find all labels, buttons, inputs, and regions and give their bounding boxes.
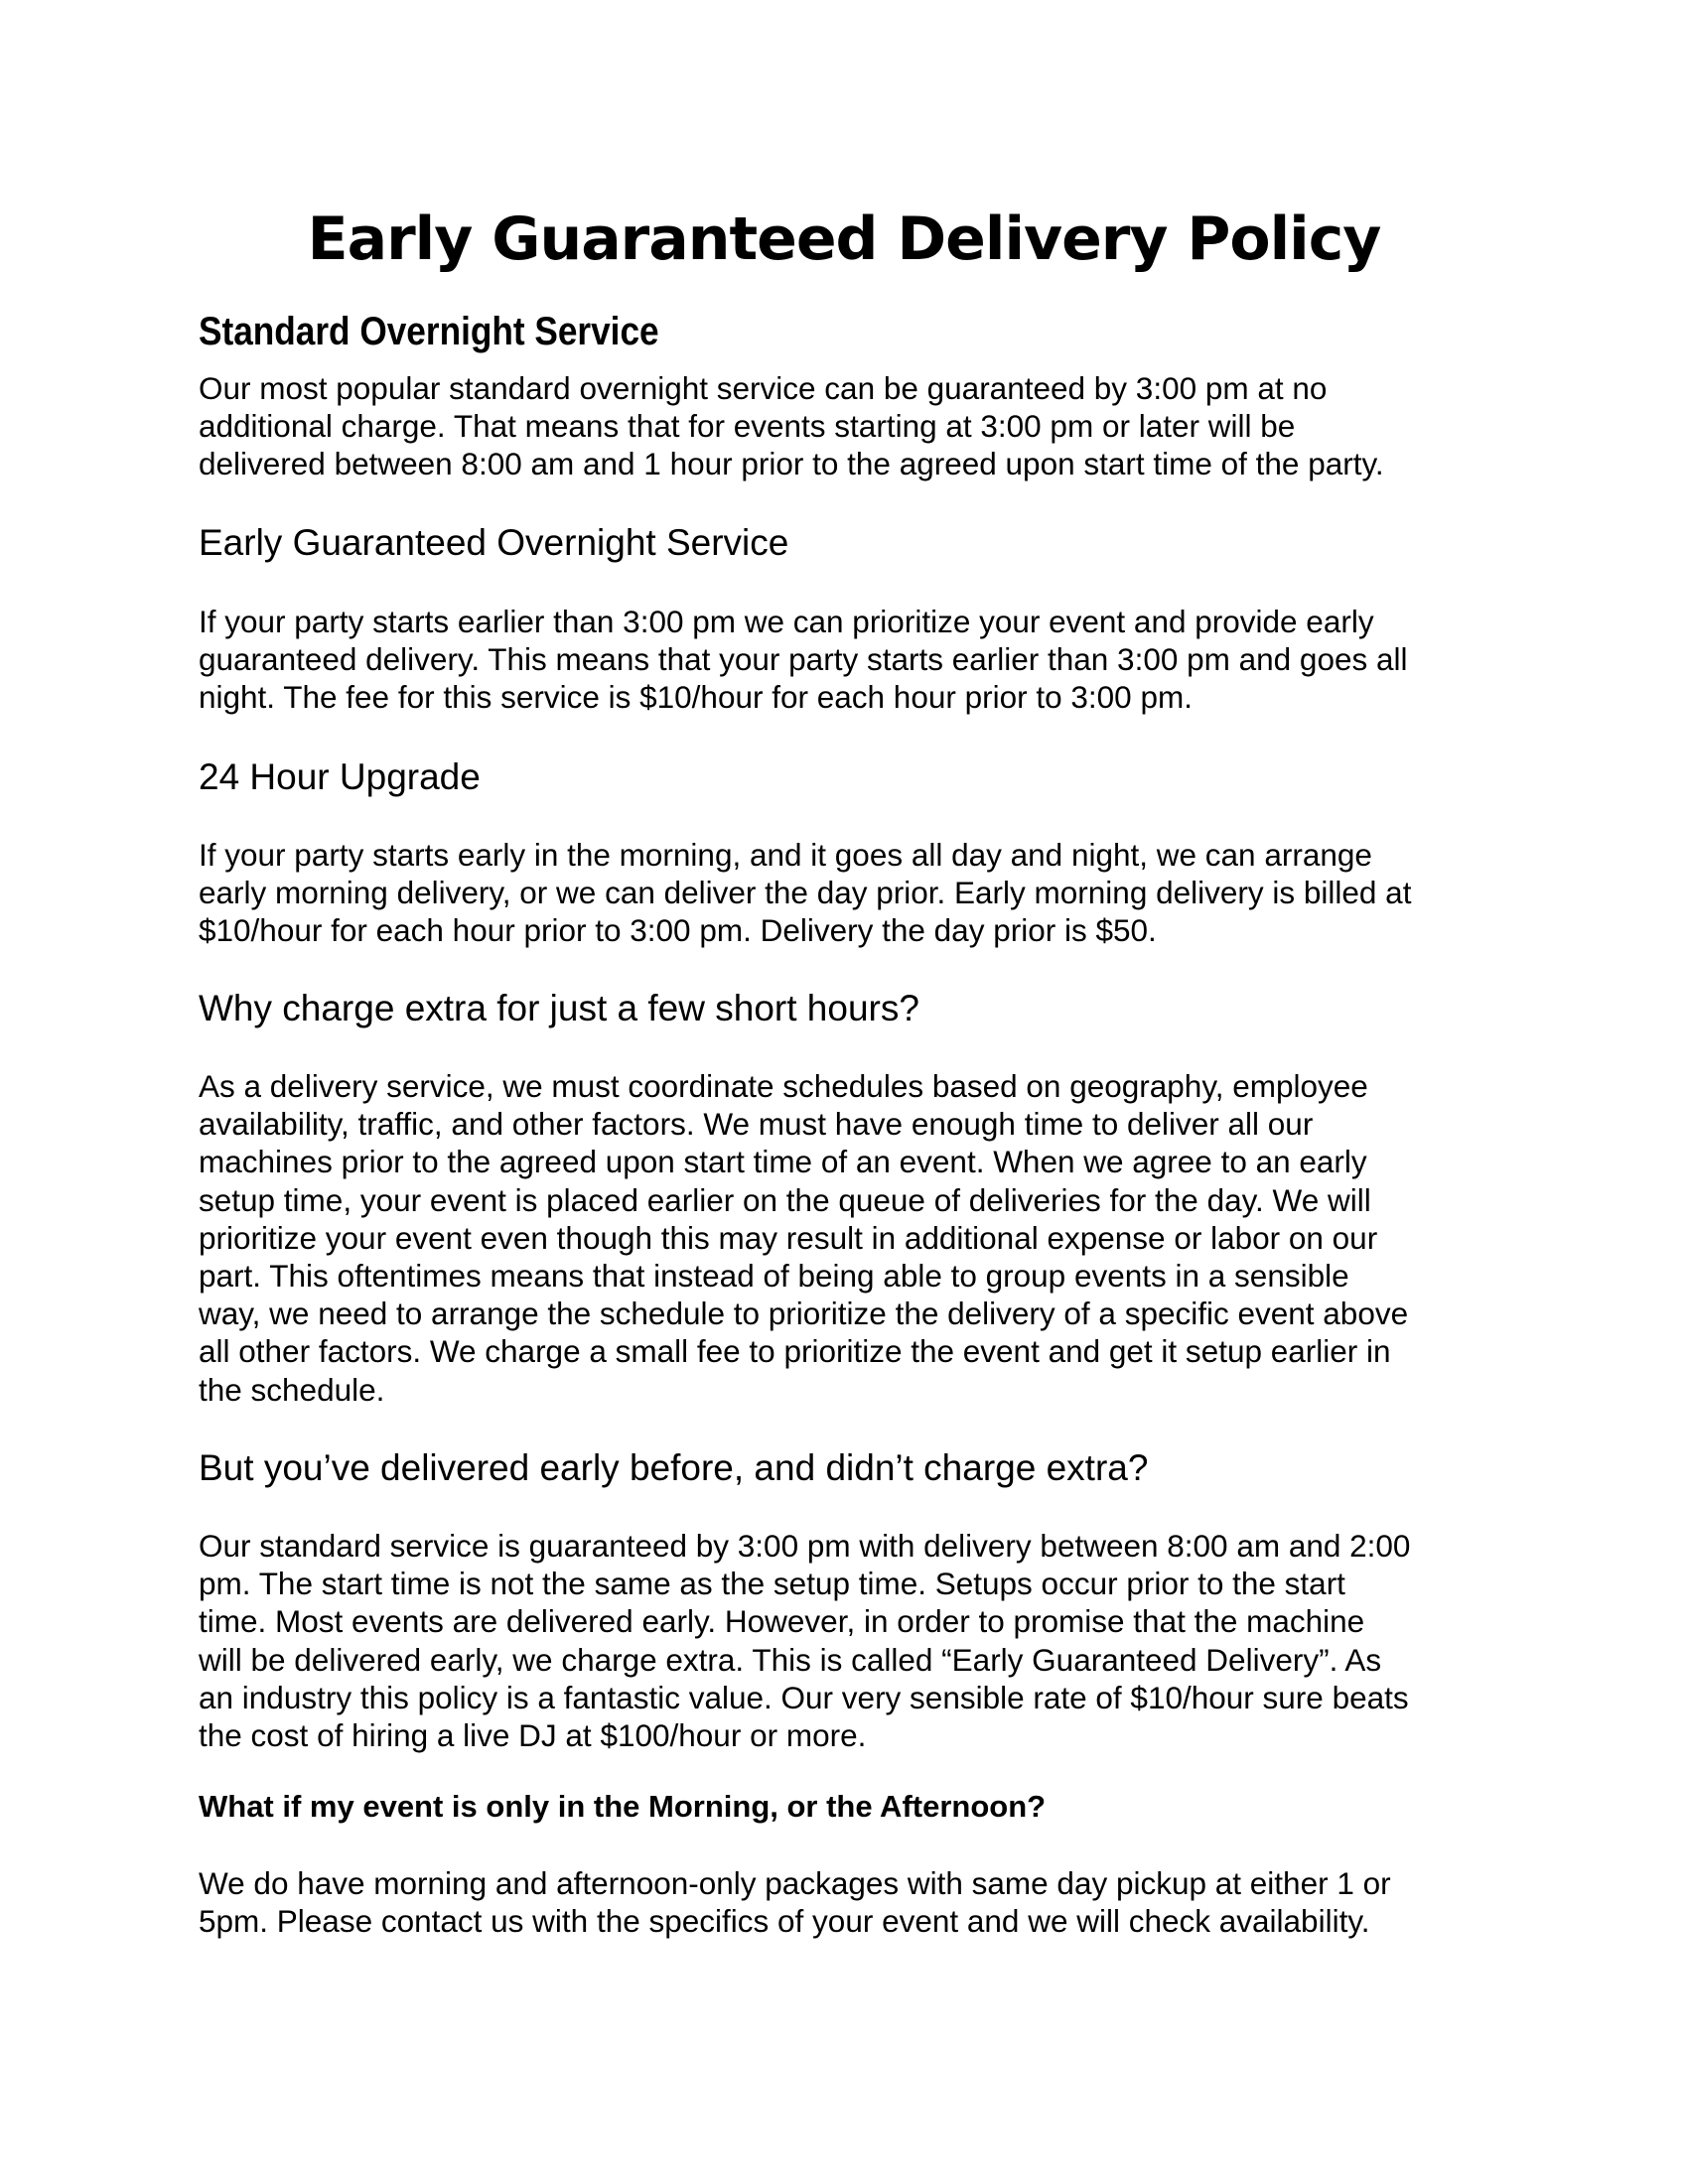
paragraph-line: delivered between 8:00 am and 1 hour prior to the agreed upon start time of the party. <box>199 446 1384 482</box>
document-title: Early Guaranteed Delivery Policy <box>307 205 1381 274</box>
paragraph-line: all other factors. We charge a small fee to prioritize the event and get it setup earlier in <box>199 1333 1391 1370</box>
section-paragraph <box>199 603 1509 717</box>
paragraph-line: setup time, your event is placed earlier on the queue of deliveries for the day. We will <box>199 1181 1371 1218</box>
paragraph-line: the cost of hiring a live DJ at $100/hour or more. <box>199 1717 867 1754</box>
section-morning-afternoon <box>199 1787 1509 1827</box>
section-standard-overnight-body <box>199 369 1509 483</box>
paragraph-line: early morning delivery, or we can deliver the day prior. Early morning delivery is billed at <box>199 875 1412 911</box>
paragraph-line: time. Most events are delivered early. However, in order to promise that the machine <box>199 1603 1365 1640</box>
paragraph-line: will be delivered early, we charge extra. This is called “Early Guaranteed Delivery”. As <box>199 1641 1382 1678</box>
section-morning-afternoon-body <box>199 1864 1509 1940</box>
section-why-charge-extra <box>199 986 1509 1031</box>
section-why-charge-extra-body <box>199 1067 1509 1409</box>
paragraph-line: guaranteed delivery. This means that your party starts earlier than 3:00 pm and goes all <box>199 641 1408 678</box>
paragraph-line: way, we need to arrange the schedule to prioritize the delivery of a specific event above <box>199 1296 1409 1332</box>
section-paragraph <box>199 369 1509 483</box>
paragraph-line: $10/hour for each hour prior to 3:00 pm. Delivery the day prior is $50. <box>199 912 1157 949</box>
section-standard-overnight <box>199 308 1509 355</box>
paragraph-line: As a delivery service, we must coordinate schedules based on geography, employee <box>199 1068 1368 1104</box>
paragraph-line: If your party starts early in the morning, and it goes all day and night, we can arrange <box>199 837 1372 873</box>
section-heading: What if my event is only in the Morning, or the Afternoon? <box>199 1789 1047 1824</box>
section-heading: But you’ve delivered early before, and didn’t charge extra? <box>199 1447 1149 1488</box>
section-heading: Early Guaranteed Overnight Service <box>199 522 789 563</box>
paragraph-line: Our most popular standard overnight service can be guaranteed by 3:00 pm at no <box>199 370 1328 406</box>
section-24-hour-upgrade <box>199 754 1509 800</box>
paragraph-line: prioritize your event even though this may result in additional expense or labor on our <box>199 1219 1378 1256</box>
section-paragraph <box>199 836 1509 950</box>
paragraph-line: machines prior to the agreed upon start time of an event. When we agree to an early <box>199 1144 1367 1180</box>
section-heading: Standard Overnight Service <box>199 310 659 353</box>
paragraph-line: night. The fee for this service is $10/hour for each hour prior to 3:00 pm. <box>199 679 1193 716</box>
paragraph-line: If your party starts earlier than 3:00 pm we can prioritize your event and provide early <box>199 604 1374 639</box>
paragraph-line: an industry this policy is a fantastic value. Our very sensible rate of $10/hour sure beats <box>199 1679 1409 1715</box>
section-heading: 24 Hour Upgrade <box>199 756 481 797</box>
section-early-guaranteed <box>199 520 1509 566</box>
paragraph-line: 5pm. Please contact us with the specifics of your event and we will check availability. <box>199 1903 1370 1940</box>
paragraph-line: Our standard service is guaranteed by 3:00 pm with delivery between 8:00 am and 2:00 <box>199 1528 1411 1564</box>
paragraph-line: additional charge. That means that for events starting at 3:00 pm or later will be <box>199 408 1296 445</box>
paragraph-line: part. This oftentimes means that instead of being able to group events in a sensible <box>199 1258 1349 1295</box>
section-24-hour-upgrade-body <box>199 836 1509 950</box>
paragraph-line: availability, traffic, and other factors. We must have enough time to deliver all our <box>199 1106 1314 1143</box>
section-delivered-early-before-body <box>199 1527 1509 1754</box>
paragraph-line: the schedule. <box>199 1371 385 1408</box>
section-paragraph <box>199 1527 1509 1754</box>
paragraph-line: pm. The start time is not the same as the setup time. Setups occur prior to the start <box>199 1566 1345 1602</box>
section-paragraph <box>199 1864 1509 1940</box>
section-early-guaranteed-body <box>199 603 1509 717</box>
section-delivered-early-before <box>199 1445 1509 1491</box>
section-paragraph <box>199 1067 1509 1409</box>
section-heading: Why charge extra for just a few short hours? <box>199 988 919 1028</box>
paragraph-line: We do have morning and afternoon-only packages with same day pickup at either 1 or <box>199 1865 1391 1901</box>
